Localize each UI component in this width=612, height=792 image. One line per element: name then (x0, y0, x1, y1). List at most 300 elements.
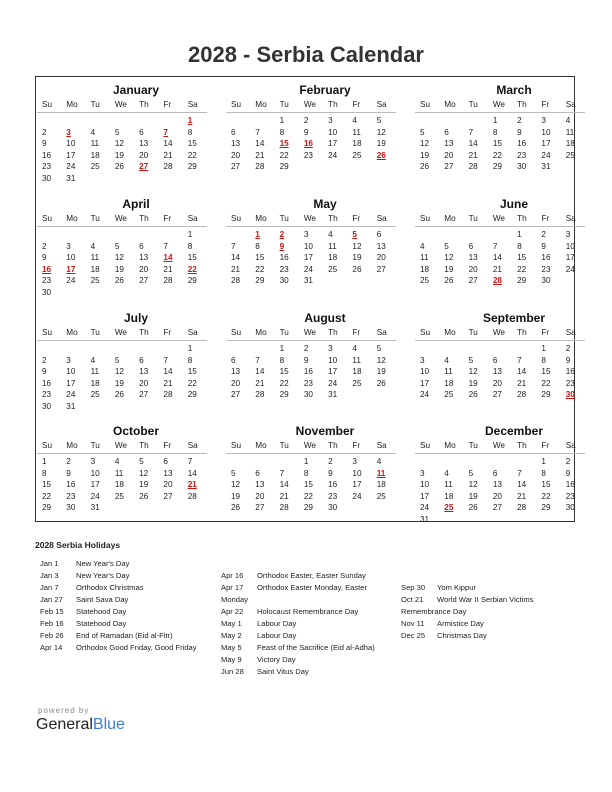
day-cell[interactable]: 4 (444, 355, 449, 365)
day-cell[interactable]: 3 (420, 355, 425, 365)
day-cell[interactable]: 11 (352, 355, 361, 365)
day-cell[interactable]: 18 (565, 139, 575, 148)
day-cell[interactable]: 11 (444, 480, 453, 489)
day-cell[interactable]: 17 (541, 139, 551, 148)
day-cell[interactable]: 20 (139, 378, 149, 388)
day-cell[interactable]: 30 (303, 390, 313, 399)
day-cell[interactable]: 24 (420, 503, 430, 512)
day-cell[interactable]: 6 (492, 468, 498, 478)
day-cell[interactable]: 1 (187, 344, 193, 353)
day-cell[interactable]: 30 (565, 503, 575, 512)
day-cell[interactable]: 6 (376, 230, 382, 239)
day-cell[interactable]: 30 (66, 503, 76, 512)
day-cell[interactable]: 16 (42, 150, 52, 160)
day-cell[interactable]: 5 (114, 241, 120, 251)
day-cell[interactable]: 6 (231, 355, 236, 365)
day-cell[interactable]: 1 (279, 116, 285, 125)
day-cell[interactable]: 31 (66, 173, 76, 183)
day-cell[interactable]: 14 (163, 139, 173, 148)
day-cell[interactable]: 15 (187, 367, 197, 376)
day-cell[interactable]: 22 (541, 491, 551, 501)
day-cell[interactable]: 28 (163, 276, 173, 285)
day-cell[interactable]: 11 (90, 139, 100, 148)
day-cell[interactable]: 8 (541, 468, 546, 478)
day-cell[interactable]: 13 (492, 367, 502, 376)
day-cell[interactable]: 30 (42, 287, 52, 297)
day-cell[interactable]: 28 (255, 390, 265, 399)
day-cell[interactable]: 4 (376, 457, 382, 466)
day-cell[interactable]: 2 (328, 457, 333, 466)
day-cell[interactable]: 11 (114, 468, 124, 478)
day-cell[interactable]: 16 (328, 480, 338, 489)
day-cell[interactable]: 1 (541, 344, 546, 353)
day-cell[interactable]: 27 (492, 390, 502, 399)
day-cell[interactable]: 29 (517, 276, 527, 285)
day-cell[interactable]: 26 (114, 390, 124, 399)
day-cell[interactable]: 28 (187, 491, 197, 501)
day-cell[interactable]: 11 (565, 127, 575, 137)
day-cell[interactable]: 21 (255, 378, 265, 388)
day-cell[interactable]: 19 (376, 367, 386, 376)
day-cell[interactable]: 27 (444, 162, 454, 171)
day-cell[interactable]: 2 (303, 344, 309, 353)
day-cell[interactable]: 8 (279, 355, 285, 365)
day-cell[interactable]: 22 (517, 264, 527, 274)
day-cell[interactable]: 5 (114, 127, 120, 137)
day-cell[interactable]: 19 (468, 378, 478, 388)
day-cell[interactable]: 29 (187, 162, 197, 171)
day-cell[interactable]: 14 (187, 468, 197, 478)
day-cell[interactable]: 3 (565, 230, 571, 239)
day-cell[interactable]: 18 (420, 264, 430, 274)
day-cell[interactable]: 19 (420, 150, 430, 160)
day-cell[interactable]: 21 (492, 264, 502, 274)
day-cell[interactable]: 9 (42, 253, 47, 262)
day-cell[interactable]: 30 (541, 276, 551, 285)
day-cell[interactable]: 20 (139, 150, 149, 160)
day-cell[interactable]: 24 (66, 162, 76, 171)
day-cell[interactable]: 14 (231, 253, 241, 262)
day-cell[interactable]: 22 (187, 150, 197, 160)
day-cell[interactable]: 24 (565, 264, 575, 274)
day-cell[interactable]: 12 (114, 367, 124, 376)
day-cell[interactable]: 14 (492, 253, 502, 262)
day-cell[interactable]: 16 (565, 480, 575, 489)
day-cell[interactable]: 25 (90, 276, 100, 285)
day-cell[interactable]: 31 (303, 276, 313, 285)
day-cell[interactable]: 27 (492, 503, 502, 512)
day-cell[interactable]: 29 (187, 276, 197, 285)
day-cell[interactable]: 23 (541, 264, 551, 274)
day-cell[interactable]: 22 (187, 378, 197, 388)
day-cell[interactable]: 26 (376, 378, 386, 388)
day-cell[interactable]: 18 (328, 253, 338, 262)
day-cell[interactable]: 9 (42, 139, 47, 148)
day-cell[interactable]: 31 (90, 503, 100, 512)
day-cell[interactable]: 9 (517, 127, 522, 137)
day-cell[interactable]: 23 (328, 491, 338, 501)
day-cell[interactable]: 29 (279, 390, 289, 399)
day-cell[interactable]: 10 (565, 241, 575, 251)
day-cell[interactable]: 12 (468, 367, 478, 376)
day-cell[interactable]: 13 (492, 480, 502, 489)
day-cell[interactable]: 13 (468, 253, 478, 262)
day-cell[interactable]: 2 (517, 116, 522, 125)
day-cell[interactable]: 2 (42, 355, 47, 365)
day-cell[interactable]: 1 (303, 457, 309, 466)
day-cell[interactable]: 5 (231, 468, 236, 478)
day-cell[interactable]: 27 (163, 491, 173, 501)
day-cell[interactable]: 6 (139, 127, 144, 137)
day-cell[interactable]: 14 (517, 480, 527, 489)
holiday-day-cell[interactable]: 15 (279, 139, 289, 148)
day-cell[interactable]: 16 (565, 367, 575, 376)
day-cell[interactable]: 14 (468, 139, 478, 148)
day-cell[interactable]: 23 (42, 390, 52, 399)
day-cell[interactable]: 29 (541, 503, 551, 512)
holiday-day-cell[interactable]: 30 (565, 390, 575, 399)
day-cell[interactable]: 14 (517, 367, 527, 376)
day-cell[interactable]: 27 (139, 390, 149, 399)
day-cell[interactable]: 22 (279, 378, 289, 388)
day-cell[interactable]: 24 (541, 150, 551, 160)
day-cell[interactable]: 7 (517, 468, 522, 478)
day-cell[interactable]: 18 (352, 139, 362, 148)
holiday-day-cell[interactable]: 27 (139, 162, 149, 171)
day-cell[interactable]: 16 (541, 253, 551, 262)
day-cell[interactable]: 9 (565, 355, 571, 365)
day-cell[interactable]: 2 (541, 230, 546, 239)
day-cell[interactable]: 13 (231, 139, 241, 148)
day-cell[interactable]: 10 (303, 241, 313, 251)
day-cell[interactable]: 5 (468, 355, 474, 365)
day-cell[interactable]: 18 (114, 480, 124, 489)
day-cell[interactable]: 25 (565, 150, 575, 160)
day-cell[interactable]: 7 (255, 355, 260, 365)
day-cell[interactable]: 12 (376, 355, 386, 365)
day-cell[interactable]: 18 (376, 480, 386, 489)
day-cell[interactable]: 14 (163, 367, 173, 376)
day-cell[interactable]: 3 (66, 355, 71, 365)
day-cell[interactable]: 27 (139, 276, 149, 285)
day-cell[interactable]: 12 (114, 139, 124, 148)
day-cell[interactable]: 23 (565, 491, 575, 501)
day-cell[interactable]: 13 (139, 139, 149, 148)
day-cell[interactable]: 30 (328, 503, 338, 512)
day-cell[interactable]: 24 (90, 491, 100, 501)
day-cell[interactable]: 21 (163, 378, 173, 388)
day-cell[interactable]: 5 (420, 127, 425, 137)
day-cell[interactable]: 2 (66, 457, 71, 466)
day-cell[interactable]: 23 (42, 276, 52, 285)
day-cell[interactable]: 5 (139, 457, 144, 466)
day-cell[interactable]: 10 (420, 480, 430, 489)
day-cell[interactable]: 17 (66, 150, 76, 160)
day-cell[interactable]: 17 (565, 253, 575, 262)
day-cell[interactable]: 17 (328, 139, 338, 148)
day-cell[interactable]: 6 (139, 241, 144, 251)
holiday-day-cell[interactable]: 26 (376, 150, 386, 160)
day-cell[interactable]: 25 (90, 390, 100, 399)
holiday-day-cell[interactable]: 16 (303, 139, 313, 148)
day-cell[interactable]: 26 (352, 264, 362, 274)
day-cell[interactable]: 13 (376, 241, 386, 251)
day-cell[interactable]: 13 (163, 468, 173, 478)
day-cell[interactable]: 27 (255, 503, 265, 512)
day-cell[interactable]: 24 (66, 390, 76, 399)
day-cell[interactable]: 24 (66, 276, 76, 285)
day-cell[interactable]: 28 (255, 162, 265, 171)
day-cell[interactable]: 21 (231, 264, 241, 274)
day-cell[interactable]: 25 (90, 162, 100, 171)
day-cell[interactable]: 10 (541, 127, 551, 137)
day-cell[interactable]: 3 (328, 116, 333, 125)
day-cell[interactable]: 24 (328, 378, 338, 388)
day-cell[interactable]: 17 (420, 378, 430, 388)
day-cell[interactable]: 12 (352, 241, 362, 251)
day-cell[interactable]: 15 (187, 139, 197, 148)
day-cell[interactable]: 20 (376, 253, 386, 262)
day-cell[interactable]: 4 (90, 241, 96, 251)
day-cell[interactable]: 11 (328, 241, 337, 251)
day-cell[interactable]: 9 (328, 468, 333, 478)
day-cell[interactable]: 1 (517, 230, 522, 239)
day-cell[interactable]: 23 (279, 264, 289, 274)
day-cell[interactable]: 8 (303, 468, 309, 478)
day-cell[interactable]: 15 (492, 139, 502, 148)
day-cell[interactable]: 21 (255, 150, 265, 160)
day-cell[interactable]: 24 (352, 491, 362, 501)
day-cell[interactable]: 9 (303, 127, 309, 137)
holiday-day-cell[interactable]: 3 (66, 127, 71, 137)
day-cell[interactable]: 30 (279, 276, 289, 285)
day-cell[interactable]: 22 (492, 150, 502, 160)
day-cell[interactable]: 27 (468, 276, 478, 285)
holiday-day-cell[interactable]: 11 (376, 468, 386, 478)
day-cell[interactable]: 1 (541, 457, 546, 466)
day-cell[interactable]: 30 (517, 162, 527, 171)
brand-logo[interactable] (36, 716, 125, 734)
day-cell[interactable]: 17 (352, 480, 362, 489)
day-cell[interactable]: 11 (420, 253, 429, 262)
day-cell[interactable]: 30 (42, 173, 52, 183)
day-cell[interactable]: 11 (90, 253, 100, 262)
day-cell[interactable]: 28 (163, 390, 173, 399)
day-cell[interactable]: 3 (328, 344, 333, 353)
day-cell[interactable]: 4 (420, 241, 425, 251)
day-cell[interactable]: 25 (420, 276, 430, 285)
day-cell[interactable]: 9 (66, 468, 71, 478)
day-cell[interactable]: 20 (231, 378, 241, 388)
holiday-day-cell[interactable]: 5 (352, 230, 357, 239)
holiday-day-cell[interactable]: 2 (279, 230, 285, 239)
day-cell[interactable]: 1 (492, 116, 498, 125)
day-cell[interactable]: 15 (541, 367, 551, 376)
day-cell[interactable]: 8 (187, 241, 193, 251)
day-cell[interactable]: 25 (328, 264, 338, 274)
day-cell[interactable]: 2 (42, 241, 47, 251)
day-cell[interactable]: 7 (517, 355, 522, 365)
day-cell[interactable]: 18 (352, 367, 362, 376)
day-cell[interactable]: 10 (66, 253, 76, 262)
day-cell[interactable]: 15 (303, 480, 313, 489)
day-cell[interactable]: 13 (139, 367, 149, 376)
day-cell[interactable]: 9 (565, 468, 571, 478)
holiday-day-cell[interactable]: 9 (279, 241, 285, 251)
day-cell[interactable]: 12 (376, 127, 386, 137)
holiday-day-cell[interactable]: 1 (187, 116, 193, 125)
day-cell[interactable]: 20 (163, 480, 173, 489)
day-cell[interactable]: 16 (517, 139, 527, 148)
day-cell[interactable]: 25 (444, 390, 454, 399)
day-cell[interactable]: 22 (541, 378, 551, 388)
day-cell[interactable]: 23 (42, 162, 52, 171)
day-cell[interactable]: 29 (541, 390, 551, 399)
day-cell[interactable]: 19 (376, 139, 386, 148)
day-cell[interactable]: 9 (42, 367, 47, 376)
day-cell[interactable]: 8 (187, 355, 193, 365)
day-cell[interactable]: 27 (231, 162, 241, 171)
day-cell[interactable]: 12 (444, 253, 454, 262)
day-cell[interactable]: 19 (114, 150, 124, 160)
day-cell[interactable]: 10 (66, 367, 76, 376)
day-cell[interactable]: 10 (90, 468, 100, 478)
day-cell[interactable]: 6 (468, 241, 474, 251)
day-cell[interactable]: 12 (139, 468, 149, 478)
day-cell[interactable]: 3 (420, 468, 425, 478)
day-cell[interactable]: 19 (114, 264, 124, 274)
day-cell[interactable]: 31 (328, 390, 338, 399)
day-cell[interactable]: 6 (492, 355, 498, 365)
day-cell[interactable]: 28 (279, 503, 289, 512)
day-cell[interactable]: 3 (66, 241, 71, 251)
day-cell[interactable]: 21 (163, 264, 173, 274)
day-cell[interactable]: 16 (66, 480, 76, 489)
day-cell[interactable]: 11 (444, 367, 453, 376)
day-cell[interactable]: 7 (187, 457, 193, 466)
day-cell[interactable]: 9 (303, 355, 309, 365)
day-cell[interactable]: 8 (541, 355, 546, 365)
holiday-day-cell[interactable]: 14 (163, 253, 173, 262)
day-cell[interactable]: 14 (255, 367, 265, 376)
day-cell[interactable]: 13 (255, 480, 265, 489)
day-cell[interactable]: 12 (420, 139, 430, 148)
day-cell[interactable]: 24 (420, 390, 430, 399)
day-cell[interactable]: 10 (420, 367, 430, 376)
day-cell[interactable]: 19 (444, 264, 454, 274)
day-cell[interactable]: 3 (352, 457, 357, 466)
day-cell[interactable]: 25 (114, 491, 124, 501)
day-cell[interactable]: 27 (231, 390, 241, 399)
day-cell[interactable]: 18 (90, 378, 100, 388)
day-cell[interactable]: 20 (444, 150, 454, 160)
day-cell[interactable]: 22 (279, 150, 289, 160)
day-cell[interactable]: 17 (420, 491, 430, 501)
day-cell[interactable]: 4 (352, 116, 357, 125)
holiday-day-cell[interactable]: 28 (492, 276, 502, 285)
day-cell[interactable]: 21 (468, 150, 478, 160)
day-cell[interactable]: 19 (114, 378, 124, 388)
day-cell[interactable]: 26 (231, 503, 241, 512)
day-cell[interactable]: 17 (303, 253, 313, 262)
day-cell[interactable]: 8 (42, 468, 47, 478)
day-cell[interactable]: 21 (517, 491, 527, 501)
day-cell[interactable]: 29 (42, 503, 52, 512)
day-cell[interactable]: 20 (468, 264, 478, 274)
day-cell[interactable]: 20 (139, 264, 149, 274)
day-cell[interactable]: 18 (444, 378, 454, 388)
day-cell[interactable]: 7 (163, 355, 168, 365)
day-cell[interactable]: 19 (468, 491, 478, 501)
day-cell[interactable]: 29 (279, 162, 289, 171)
holiday-day-cell[interactable]: 25 (444, 503, 454, 512)
day-cell[interactable]: 7 (231, 241, 236, 251)
day-cell[interactable]: 10 (328, 127, 338, 137)
day-cell[interactable]: 4 (90, 355, 96, 365)
day-cell[interactable]: 24 (328, 150, 338, 160)
day-cell[interactable]: 26 (468, 503, 478, 512)
day-cell[interactable]: 5 (376, 344, 382, 353)
day-cell[interactable]: 26 (468, 390, 478, 399)
day-cell[interactable]: 7 (279, 468, 285, 478)
day-cell[interactable]: 1 (279, 344, 285, 353)
day-cell[interactable]: 6 (444, 127, 449, 137)
day-cell[interactable]: 28 (468, 162, 478, 171)
day-cell[interactable]: 2 (42, 127, 47, 137)
day-cell[interactable]: 29 (255, 276, 265, 285)
holiday-day-cell[interactable]: 22 (187, 264, 197, 274)
day-cell[interactable]: 23 (303, 378, 313, 388)
day-cell[interactable]: 3 (90, 457, 96, 466)
day-cell[interactable]: 29 (303, 503, 313, 512)
day-cell[interactable]: 6 (139, 355, 144, 365)
day-cell[interactable]: 4 (90, 127, 96, 137)
day-cell[interactable]: 7 (492, 241, 498, 251)
day-cell[interactable]: 14 (255, 139, 265, 148)
day-cell[interactable]: 12 (114, 253, 124, 262)
day-cell[interactable]: 5 (444, 241, 449, 251)
day-cell[interactable]: 5 (376, 116, 382, 125)
day-cell[interactable]: 19 (139, 480, 149, 489)
day-cell[interactable]: 9 (541, 241, 546, 251)
day-cell[interactable]: 11 (352, 127, 361, 137)
day-cell[interactable]: 7 (163, 241, 168, 251)
day-cell[interactable]: 22 (255, 264, 265, 274)
day-cell[interactable]: 16 (279, 253, 289, 262)
day-cell[interactable]: 23 (303, 150, 313, 160)
day-cell[interactable]: 29 (492, 162, 502, 171)
day-cell[interactable]: 26 (114, 162, 124, 171)
day-cell[interactable]: 7 (255, 127, 260, 137)
day-cell[interactable]: 6 (163, 457, 168, 466)
day-cell[interactable]: 31 (66, 401, 76, 411)
day-cell[interactable]: 26 (114, 276, 124, 285)
day-cell[interactable]: 21 (163, 150, 173, 160)
day-cell[interactable]: 24 (303, 264, 313, 274)
day-cell[interactable]: 26 (139, 491, 149, 501)
day-cell[interactable]: 21 (517, 378, 527, 388)
holiday-day-cell[interactable]: 16 (42, 264, 52, 274)
day-cell[interactable]: 11 (90, 367, 100, 376)
day-cell[interactable]: 8 (255, 241, 260, 251)
day-cell[interactable]: 23 (66, 491, 76, 501)
day-cell[interactable]: 25 (352, 378, 362, 388)
day-cell[interactable]: 15 (517, 253, 527, 262)
day-cell[interactable]: 17 (66, 378, 76, 388)
day-cell[interactable]: 4 (114, 457, 120, 466)
day-cell[interactable]: 15 (255, 253, 265, 262)
day-cell[interactable]: 20 (492, 378, 502, 388)
